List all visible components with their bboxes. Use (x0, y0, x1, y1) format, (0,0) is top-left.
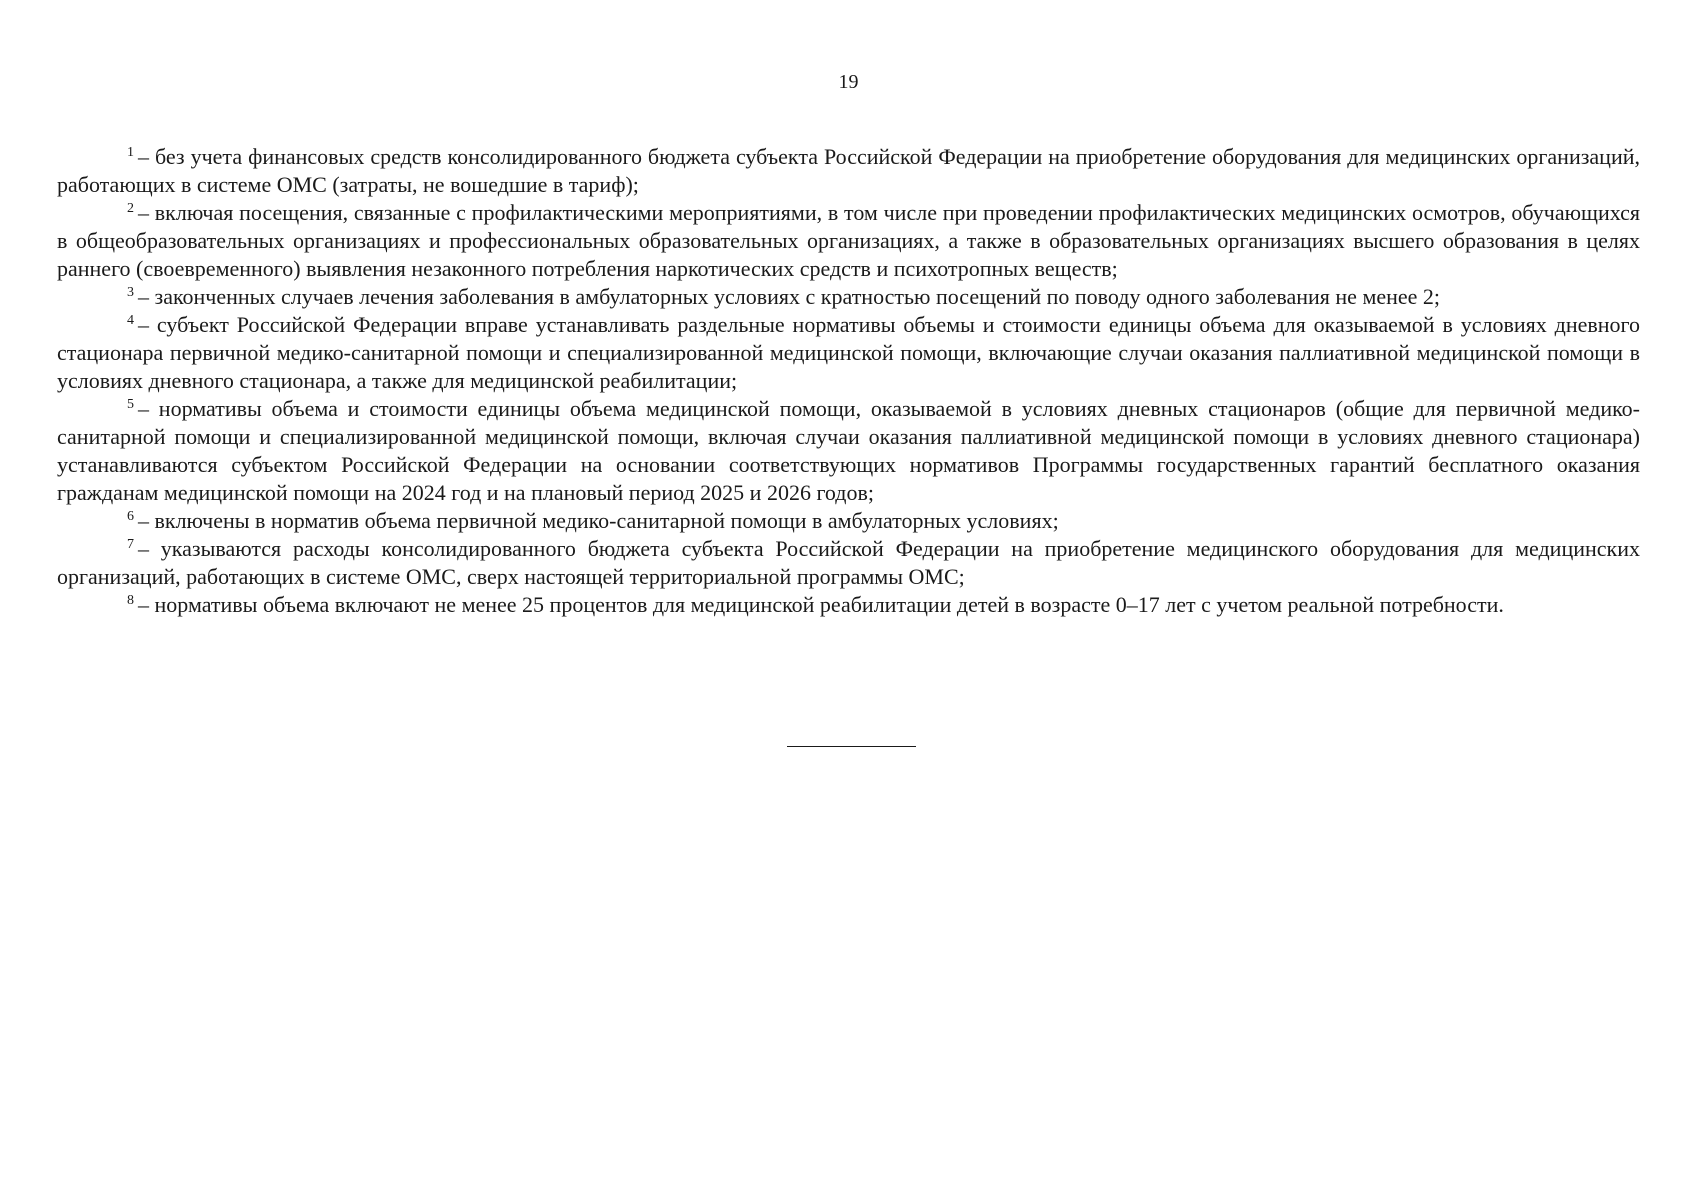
footnote-mark: 4 (127, 313, 134, 328)
end-of-document-rule (787, 746, 916, 747)
footnote-7 (57, 535, 1640, 591)
footnote-3 (57, 283, 1640, 311)
footnote-text: – субъект Российской Федерации вправе устанавливать раздельные нормативы объемы и стоимости единицы объема для оказываемой в условиях дневного стационара первичной медико-санитарной помощи и специализированной медицинской помощи, включающие случаи оказания паллиативной медицинской помощи в условиях дневного стационара, а также для медицинской реабилитации; (57, 312, 1640, 393)
footnote-mark: 1 (127, 145, 134, 160)
footnote-mark: 3 (127, 285, 134, 300)
footnote-text: – нормативы объема включают не менее 25 процентов для медицинской реабилитации детей в возрасте 0–17 лет с учетом реальной потребности. (138, 592, 1504, 617)
footnote-text: – включены в норматив объема первичной медико-санитарной помощи в амбулаторных условиях; (138, 508, 1059, 533)
footnote-text: – включая посещения, связанные с профилактическими мероприятиями, в том числе при проведении профилактических медицинских осмотров, обучающихся в общеобразовательных организациях и профессиональных образовательных организациях, а также в образовательных организациях высшего образования в целях раннего (своевременного) выявления незаконного потребления наркотических средств и психотропных веществ; (57, 200, 1640, 281)
footnote-1 (57, 143, 1640, 199)
footnote-2 (57, 199, 1640, 283)
footnote-text: – законченных случаев лечения заболевания в амбулаторных условиях с кратностью посещений по поводу одного заболевания не менее 2; (138, 284, 1441, 309)
footnote-mark: 5 (127, 397, 134, 412)
footnote-mark: 2 (127, 201, 134, 216)
footnote-text: – без учета финансовых средств консолидированного бюджета субъекта Российской Федерации на приобретение оборудования для медицинских организаций, работающих в системе ОМС (затраты, не вошедшие в тариф); (57, 144, 1640, 197)
footnote-4 (57, 311, 1640, 395)
footnote-8 (57, 591, 1640, 619)
footnotes-list (57, 143, 1640, 619)
footnote-mark: 6 (127, 509, 134, 524)
page-number: 19 (838, 71, 859, 93)
footnote-5 (57, 395, 1640, 507)
footnote-6 (57, 507, 1640, 535)
footnote-text: – нормативы объема и стоимости единицы объема медицинской помощи, оказываемой в условиях дневных стационаров (общие для первичной медико-санитарной помощи и специализированной медицинской помощи, включая случаи оказания паллиативной медицинской помощи в условиях дневного стационара) устанавливаются субъектом Российской Федерации на основании соответствующих нормативов Программы государственных гарантий бесплатного оказания гражданам медицинской помощи на 2024 год и на плановый период 2025 и 2026 годов; (57, 396, 1640, 505)
footnote-mark: 8 (127, 593, 134, 608)
footnote-mark: 7 (127, 537, 134, 552)
footnote-text: – указываются расходы консолидированного бюджета субъекта Российской Федерации на приобретение медицинского оборудования для медицинских организаций, работающих в системе ОМС, сверх настоящей территориальной программы ОМС; (57, 536, 1640, 589)
